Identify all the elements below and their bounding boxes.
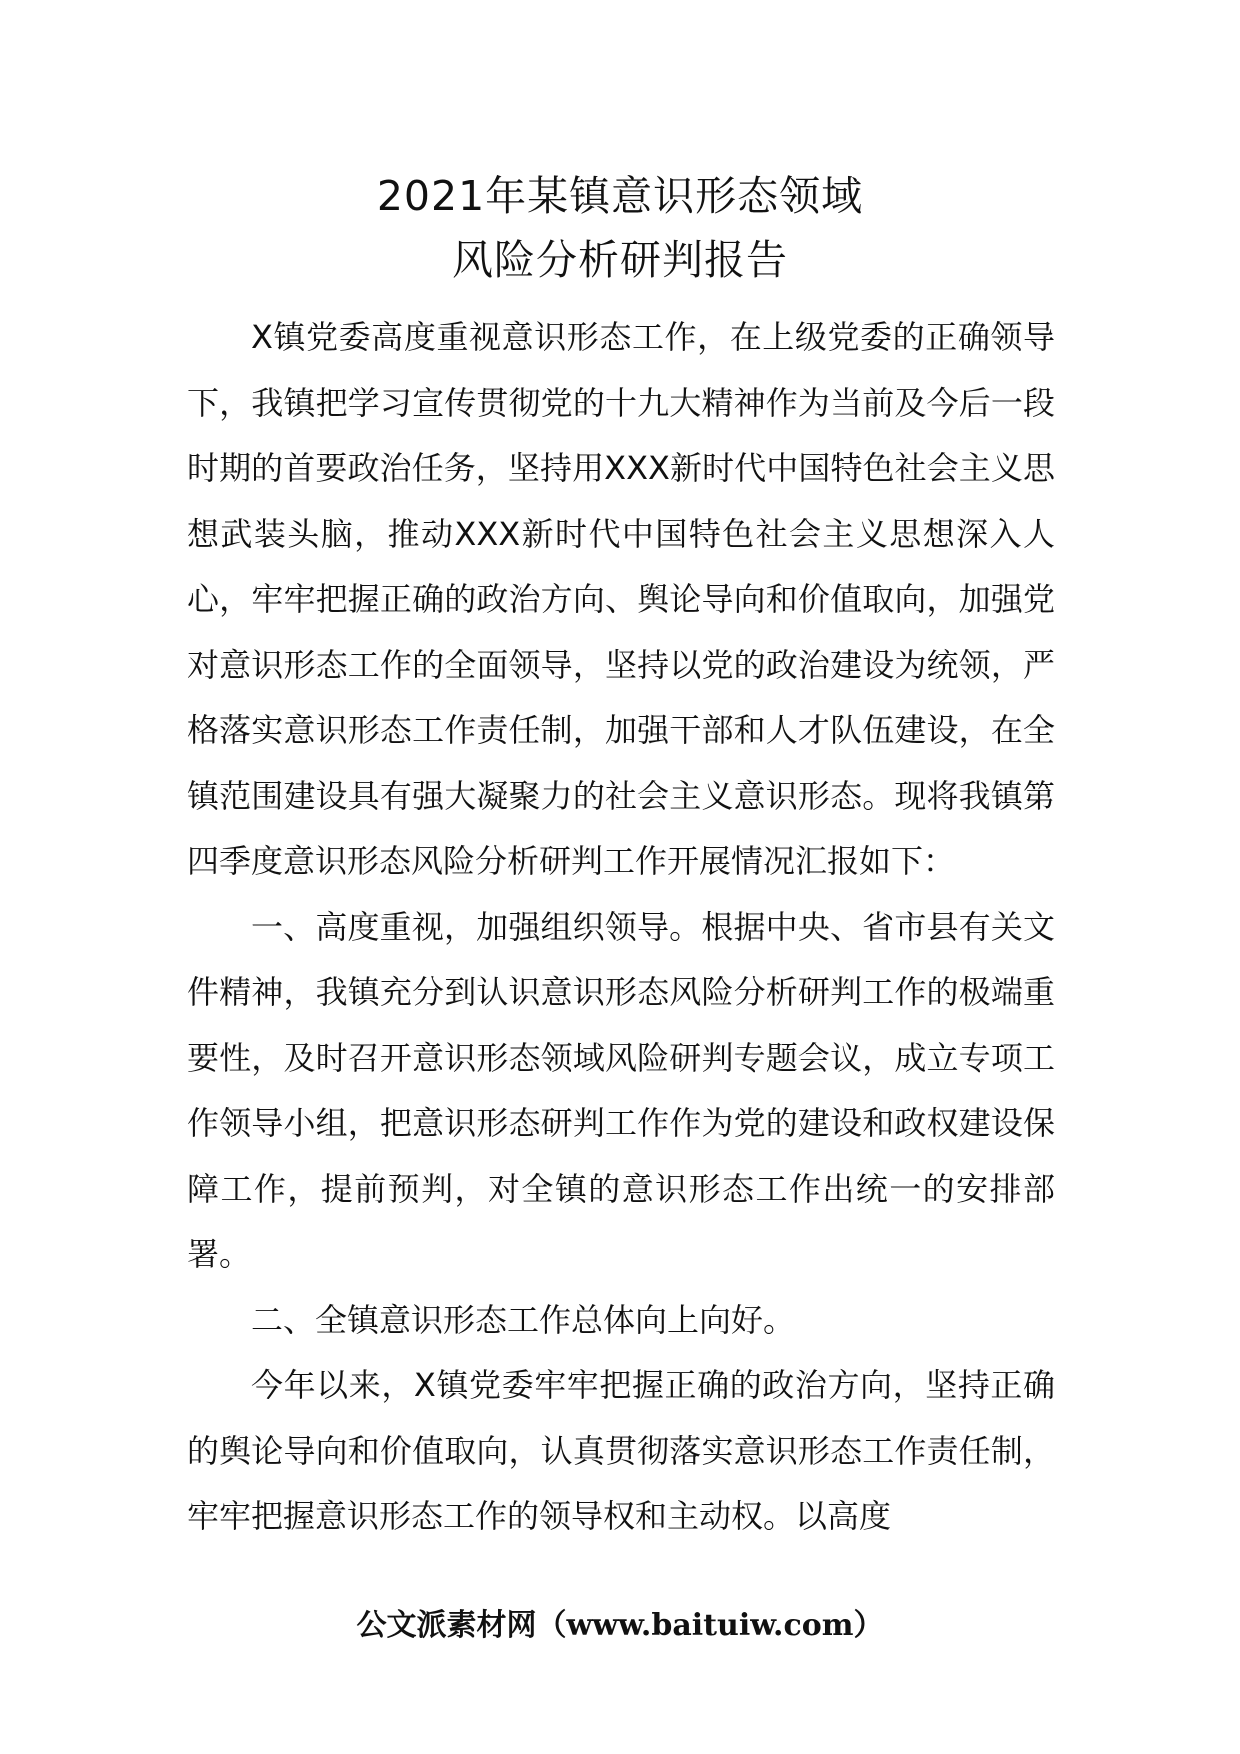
paragraph-text: 今年以来，X镇党委牢牢把握正确的政治方向，坚持正确的舆论导向和价值取向，认真贯彻落实意识形态工作责任制，牢牢把握意识形态工作的领导权和主动权。以高度 bbox=[187, 1366, 1055, 1535]
paragraph-section-1 bbox=[187, 895, 1055, 1288]
document-title-line-1: 2021年某镇意识形态领域 bbox=[376, 172, 864, 220]
paragraph-text: X镇党委高度重视意识形态工作，在上级党委的正确领导下，我镇把学习宣传贯彻党的十九大精神作为当前及今后一段时期的首要政治任务，坚持用XXX新时代中国特色社会主义思想武装头脑，推动XXX新时代中国特色社会主义思想深入人心，牢牢把握正确的政治方向、舆论导向和价值取向，加强党对意识形态工作的全面领导，坚持以党的政治建设为统领，严格落实意识形态工作责任制，加强干部和人才队伍建设，在全镇范围建设具有强大凝聚力的社会主义意识形态。现将我镇第四季度意识形态风险分析研判工作开展情况汇报如下： bbox=[187, 318, 1055, 880]
paragraph-section-2-heading bbox=[187, 1288, 1055, 1354]
paragraph-text: 根据中央、省市县有关文件精神，我镇充分到认识意识形态风险分析研判工作的极端重要性，及时召开意识形态领域风险研判专题会议，成立专项工作领导小组，把意识形态研判工作作为党的建设和政权建设保障工作，提前预判，对全镇的意识形态工作出统一的安排部署。 bbox=[187, 907, 1055, 1273]
paragraph-intro bbox=[187, 305, 1055, 895]
footer-watermark: 公文派素材网（www.baituiw.com） bbox=[356, 1608, 884, 1643]
paragraph-text: 二、全镇意识形态工作总体向上向好。 bbox=[251, 1300, 796, 1339]
document-title-line-2: 风险分析研判报告 bbox=[452, 236, 788, 284]
section-heading: 一、高度重视，加强组织领导。 bbox=[251, 907, 702, 946]
paragraph-section-2-body bbox=[187, 1353, 1055, 1550]
document-body bbox=[187, 305, 1055, 1550]
